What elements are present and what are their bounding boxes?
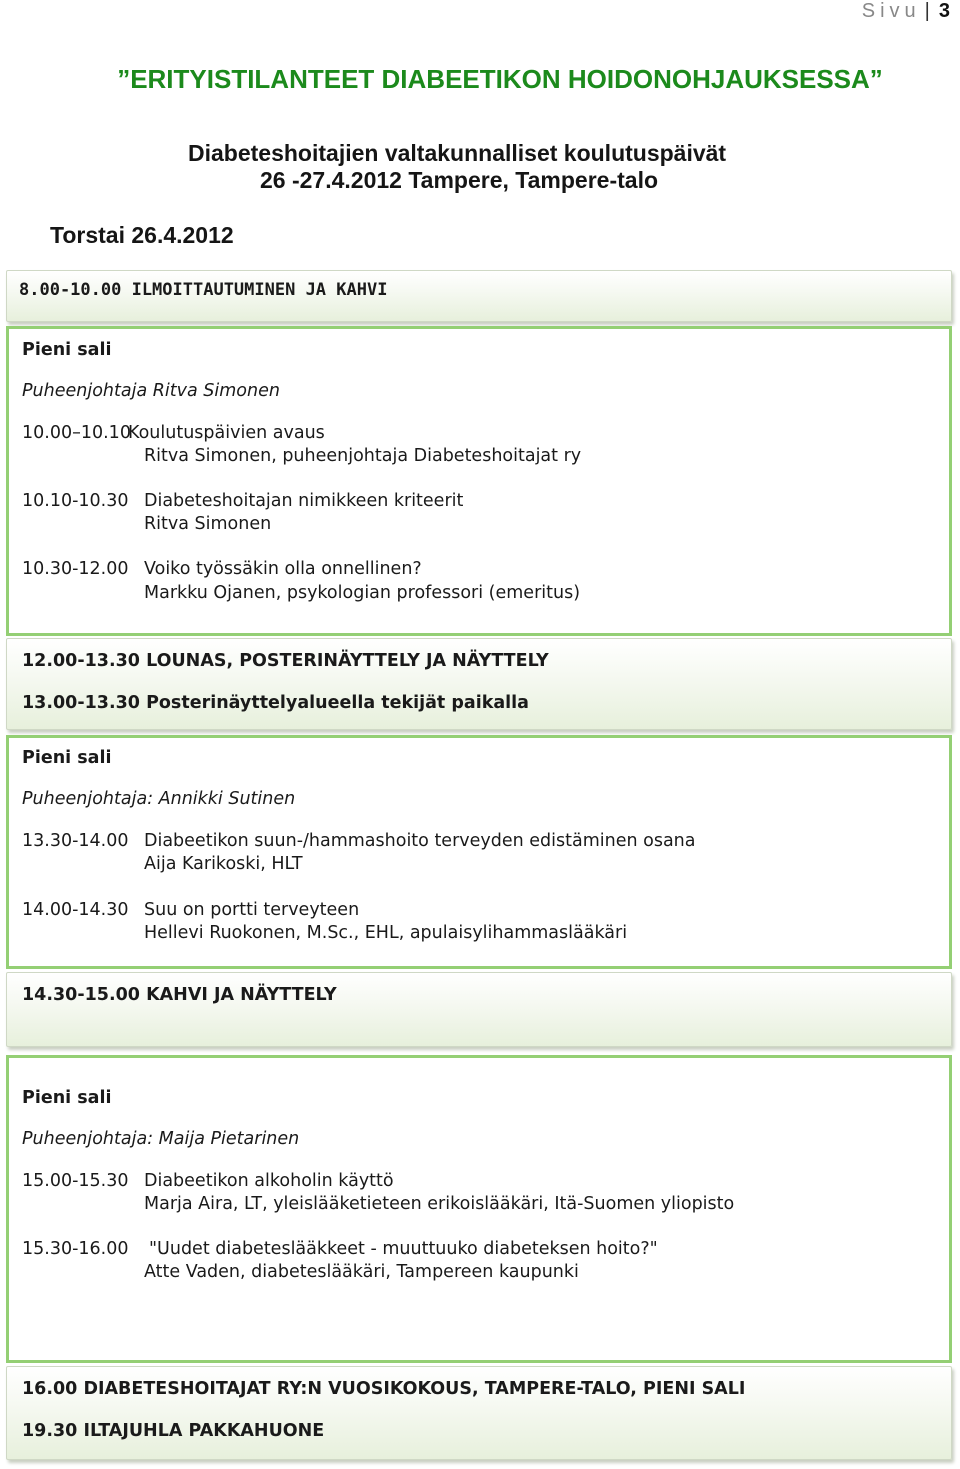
document-title: ”ERITYISTILANTEET DIABEETIKON HOIDONOHJAUKSESSA”	[117, 64, 883, 94]
program-speaker: Ritva Simonen, puheenjohtaja Diabeteshoitajat ry	[144, 446, 582, 466]
session-1-chair: Puheenjohtaja Ritva Simonen	[22, 381, 280, 401]
registration-text: 8.00-10.00 ILMOITTAUTUMINEN JA KAHVI	[19, 280, 388, 300]
page-label-prefix: Sivu	[861, 0, 921, 22]
program-title: Koulutuspäivien avaus	[128, 423, 325, 443]
program-time: 10.00–10.10	[22, 423, 131, 443]
poster-text: 13.00-13.30 Posterinäyttelyalueella tekijät paikalla	[22, 693, 529, 713]
event-subtitle-line2: 26 -27.4.2012 Tampere, Tampere-talo	[260, 167, 659, 193]
program-time: 10.10-10.30	[22, 491, 129, 511]
session-1-box	[6, 326, 952, 636]
program-speaker: Hellevi Ruokonen, M.Sc., EHL, apulaisylihammaslääkäri	[144, 923, 628, 943]
program-title: Suu on portti terveyteen	[144, 900, 360, 920]
session-2-chair: Puheenjohtaja: Annikki Sutinen	[22, 789, 296, 809]
program-time: 14.00-14.30	[22, 900, 129, 920]
session-1-room: Pieni sali	[22, 340, 112, 360]
program-time: 13.30-14.00	[22, 831, 129, 851]
program-speaker: Markku Ojanen, psykologian professori (emeritus)	[144, 583, 581, 603]
program-time: 15.30-16.00	[22, 1239, 129, 1259]
session-3-chair: Puheenjohtaja: Maija Pietarinen	[22, 1129, 300, 1149]
program-speaker: Atte Vaden, diabeteslääkäri, Tampereen kaupunki	[144, 1262, 579, 1282]
program-title: Diabeetikon alkoholin käyttö	[144, 1171, 394, 1191]
program-title: Diabeetikon suun-/hammashoito terveyden edistäminen osana	[144, 831, 696, 851]
session-2-box	[6, 735, 952, 969]
program-speaker: Aija Karikoski, HLT	[144, 854, 303, 874]
lunch-text: 12.00-13.30 LOUNAS, POSTERINÄYTTELY JA NÄYTTELY	[22, 651, 549, 671]
evening-band	[6, 1366, 952, 1460]
program-title: Diabeteshoitajan nimikkeen kriteerit	[144, 491, 464, 511]
registration-band	[6, 270, 952, 322]
day-heading: Torstai 26.4.2012	[50, 222, 234, 248]
event-subtitle-line1: Diabeteshoitajien valtakunnalliset koulutuspäivät	[188, 140, 727, 166]
evening-party-text: 19.30 ILTAJUHLA PAKKAHUONE	[22, 1421, 325, 1441]
coffee-text: 14.30-15.00 KAHVI JA NÄYTTELY	[22, 985, 337, 1005]
program-time: 10.30-12.00	[22, 559, 129, 579]
program-title: "Uudet diabeteslääkkeet - muuttuuko diabeteksen hoito?"	[149, 1239, 658, 1259]
program-title: Voiko työssäkin olla onnellinen?	[144, 559, 422, 579]
session-2-room: Pieni sali	[22, 748, 112, 768]
program-speaker: Ritva Simonen	[144, 514, 272, 534]
annual-meeting-text: 16.00 DIABETESHOITAJAT RY:N VUOSIKOKOUS, TAMPERE-TALO, PIENI SALI	[22, 1379, 746, 1399]
session-3-room: Pieni sali	[22, 1088, 112, 1108]
lunch-band	[6, 638, 952, 730]
program-speaker: Marja Aira, LT, yleislääketieteen erikoislääkäri, Itä-Suomen yliopisto	[144, 1194, 735, 1214]
session-3-box	[6, 1055, 952, 1363]
page-number: 3	[938, 0, 950, 22]
page-number-label: Sivu | 3	[861, 0, 950, 22]
program-time: 15.00-15.30	[22, 1171, 129, 1191]
coffee-band	[6, 972, 952, 1047]
